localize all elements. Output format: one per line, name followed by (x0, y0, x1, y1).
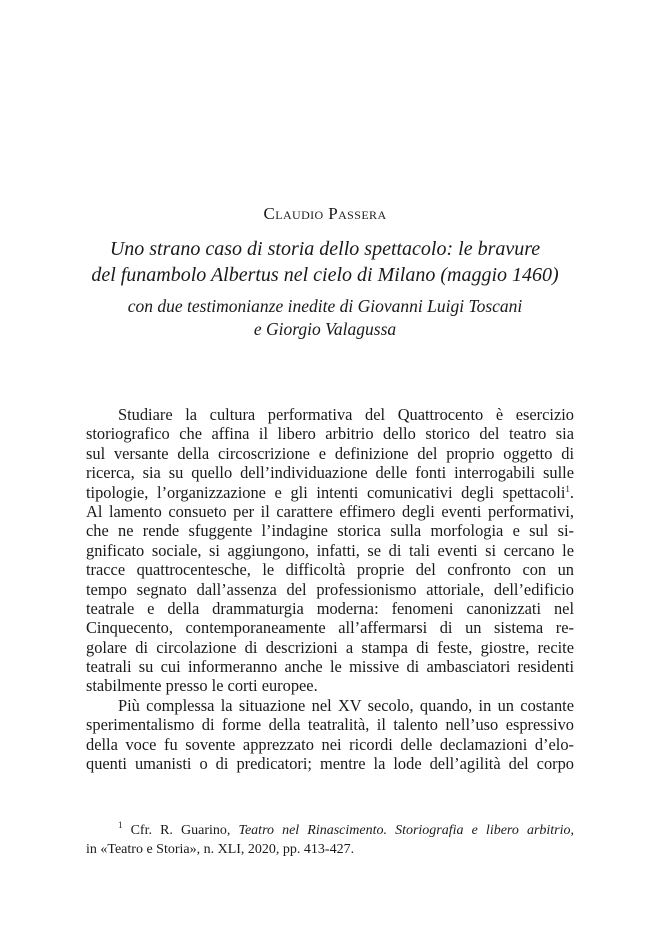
body-line: tracce quattrocentesche, le difficoltà proprie del confronto con un (86, 560, 574, 580)
body-line: storiografico che affina il libero arbitrio dello storico del teatro sia (86, 424, 574, 444)
title-line: Uno strano caso di storia dello spettacolo: le bravure (109, 238, 541, 260)
body-line: Più complessa la situazione nel XV secolo, quando, in un costante (118, 695, 574, 715)
body-line: ricerca, sia su quello dell’individuazione delle fonti interrogabili sulle (86, 463, 574, 483)
footnote-ref[interactable]: 1 (565, 483, 570, 494)
footnote-prefix: Cfr. R. Guarino, (130, 823, 239, 838)
body-line: sperimentalismo di forme della teatralità, il talento nell’uso espressivo (86, 715, 574, 735)
body-line: Cinquecento, contemporaneamente all’affermarsi di un sistema re- (86, 618, 574, 638)
footnote-marker: 1 (118, 820, 123, 830)
body-line-with-footnote (86, 483, 574, 502)
title-line: del funambolo Albertus nel cielo di Milano (maggio 1460) (91, 264, 559, 286)
subtitle-line: con due testimonianze inedite di Giovanni Luigi Toscani (127, 296, 523, 316)
body-line: teatrali su cui informeranno anche le missive di ambasciatori residenti (86, 657, 574, 677)
article-subtitle (70, 295, 580, 341)
author-name: Claudio Passera (263, 204, 387, 223)
body-line: teatrale e della drammaturgia moderna: fenomeni canonizzati nel (86, 598, 574, 618)
body-line-text: tipologie, l’organizzazione e gli intenti comunicativi degli spettacoli (86, 482, 566, 502)
subtitle-line: e Giorgio Valagussa (253, 319, 397, 339)
body-line: che ne rende sfuggente l’indagine storica sulla morfologia e sul si- (86, 521, 574, 541)
footnote-line (86, 822, 574, 841)
body-line: della voce fu sovente apprezzato nei ricordi delle declamazioni d’elo- (86, 734, 574, 754)
body-line: Al lamento consueto per il carattere effimero degli eventi performativi, (86, 501, 574, 521)
body-line: gnificato sociale, si aggiungono, infatti, se di tali eventi si cercano le (86, 540, 574, 560)
body-line-period: . (569, 482, 574, 502)
article-title (70, 236, 580, 288)
body-line: tempo segnato dall’assenza del professionismo attoriale, dell’edificio (86, 579, 574, 599)
footnote (86, 822, 574, 859)
body-line: golare di circolazione di descrizioni a stampa di feste, giostre, recite (86, 637, 574, 657)
body-line: sul versante della circoscrizione e definizione del proprio oggetto di (86, 443, 574, 463)
body-line: stabilmente presso le corti europee. (86, 676, 318, 696)
footnote-cited-title: Teatro nel Rinascimento. Storiografia e libero arbitrio (238, 823, 571, 838)
body-line: Studiare la cultura performativa del Quattrocento è esercizio (118, 405, 574, 424)
footnote-comma: , (570, 823, 575, 838)
body-text (86, 405, 574, 773)
footnote-line: in «Teatro e Storia», n. XLI, 2020, pp. 413-427. (86, 841, 355, 857)
body-line: quenti umanisti o di predicatori; mentre la lode dell’agilità del corpo (86, 754, 574, 774)
